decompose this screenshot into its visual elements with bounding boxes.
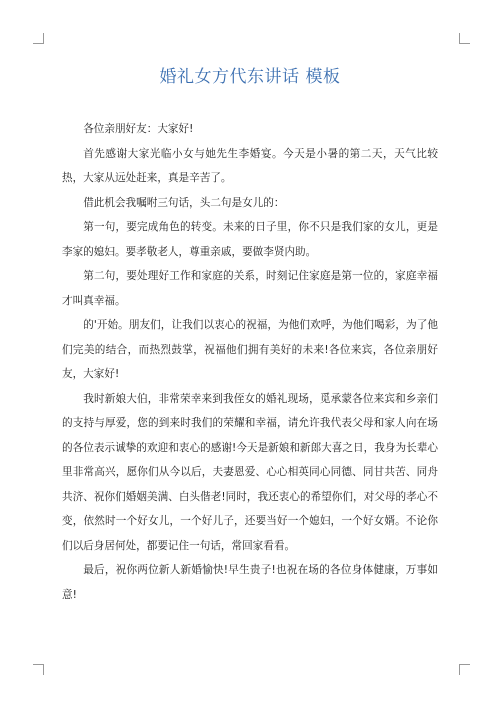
paragraph-uncle-speech: 我时新娘大伯，非常荣幸来到我侄女的婚礼现场，觅承蒙各位来宾和乡亲们的支持与厚爱，您的到来时我们的荣耀和幸福，请允许我代表父母和家人向在场的各位表示诚挚的欢迎和衷心的感谢!今天是新娘和新郎大喜之日，我身为长辈心里非常高兴，愿你们从今以后，夫妻恩爱、心心相英同心同德、同甘共苦、同舟共济、祝你们婚姻美满、白头偕老!同时，我还衷心的希望你们，对父母的孝心不变，依然时一个好女儿，一个好儿子，还要当好一个媳妇，一个好女婿。不论你们以后身居何处，都要记住一句话，常回家看看。 (62, 392, 438, 552)
paragraph-first-point: 第一句，要完成角色的转变。未来的日子里，你不只是我们家的女儿，更是李家的媳妇。要孝敬老人，尊重亲戚，要做李贤内助。 (62, 221, 438, 258)
paragraph-second-point: 第二句，要处理好工作和家庭的关系，时刻记住家庭是第一位的，家庭幸福才叫真幸福。 (62, 270, 438, 307)
page-corner-mark-bottom-right (459, 664, 470, 675)
page-corner-mark-bottom-left (33, 664, 44, 675)
paragraph-thanks: 首先感谢大家光临小女与她先生李婚宴。今天是小暑的第二天，天气比较热，大家从远处赶来，真是辛苦了。 (62, 147, 438, 184)
paragraph-greeting: 各位亲朋好友：大家好! (83, 123, 194, 135)
page-corner-mark-top-right (459, 33, 470, 44)
paragraph-blessing: 的'开始。朋友们，让我们以衷心的祝福，为他们欢呼，为他们喝彩，为了他们完美的结合，而热烈鼓掌，祝福他们拥有美好的未来!各位来宾，各位亲朋好友，大家好! (62, 319, 438, 380)
page-corner-mark-top-left (33, 33, 44, 44)
paragraph-intro: 借此机会我嘱咐三句话，头二句是女儿的： (83, 196, 285, 209)
document-body (62, 117, 438, 607)
document-title: 婚礼女方代东讲话 模板 (159, 67, 341, 87)
paragraph-closing: 最后，祝你两位新人新婚愉快!早生贵子!也祝在场的各位身体健康，万事如意! (62, 564, 438, 601)
